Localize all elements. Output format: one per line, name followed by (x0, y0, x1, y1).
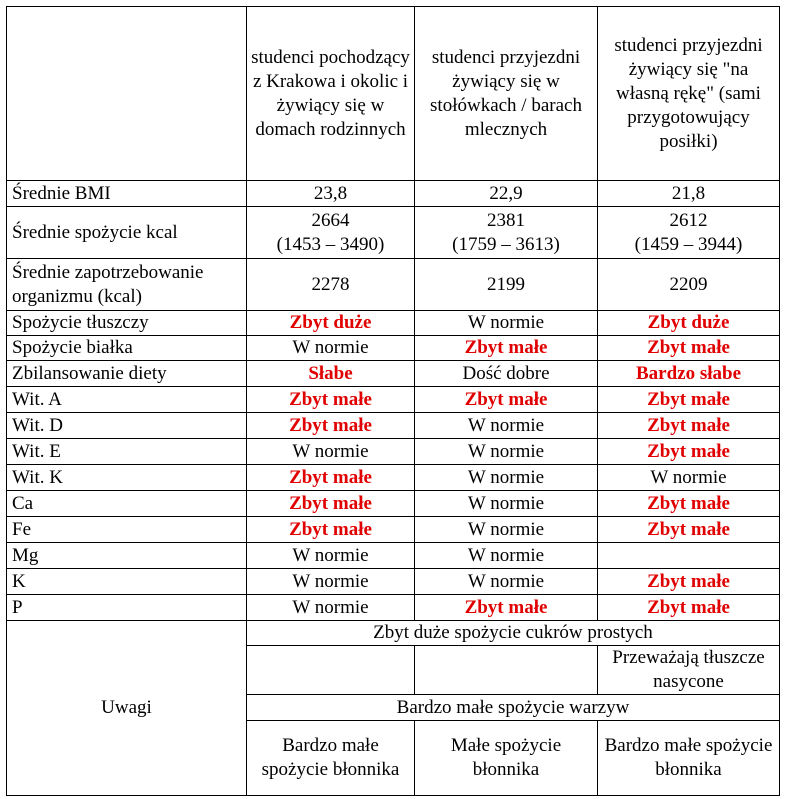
header-row (7, 7, 780, 181)
cell-value: W normie (467, 518, 545, 540)
table-cell (415, 465, 598, 491)
table-cell (415, 207, 598, 259)
table-row (7, 207, 780, 259)
cell-value: 23,8 (313, 182, 348, 204)
cell-value: W normie (467, 440, 545, 462)
cell-value: W normie (292, 337, 369, 358)
table-cell (598, 595, 780, 621)
note-saturated-fats: Przeważają tłuszcze nasycone (598, 646, 780, 695)
table-cell (247, 543, 415, 569)
cell-value: Zbyt małe (647, 596, 730, 618)
table-cell (598, 465, 780, 491)
table-cell (415, 517, 598, 543)
cell-value: 2278 (311, 273, 350, 295)
cell-value: Zbyt małe (289, 466, 372, 488)
cell-value: Zbyt małe (647, 518, 730, 540)
cell-value: W normie (292, 596, 369, 618)
row-label: Ca (7, 491, 247, 517)
note-vegetables: Bardzo małe spożycie warzyw (247, 695, 780, 721)
row-label: Spożycie białka (7, 336, 247, 361)
cell-value: Zbyt małe (464, 388, 548, 410)
empty-cell (415, 646, 598, 695)
notes-row-sugar (7, 621, 780, 646)
cell-value: Zbyt małe (647, 337, 730, 358)
table-row (7, 595, 780, 621)
table-row (7, 413, 780, 439)
table-cell (598, 439, 780, 465)
cell-value: Zbyt małe (289, 492, 372, 514)
table-cell (247, 439, 415, 465)
table-cell (247, 465, 415, 491)
table-row (7, 543, 780, 569)
table-cell (247, 413, 415, 439)
header-self-cooking: studenci przyjezdni żywiący się "na własną rękę" (sami przygotowujący posiłki) (598, 7, 780, 181)
cell-value: Bardzo słabe (635, 362, 742, 384)
table-cell (598, 311, 780, 336)
table-row (7, 311, 780, 336)
cell-value: Zbyt małe (647, 440, 730, 462)
table-row (7, 439, 780, 465)
cell-value: Zbyt małe (464, 596, 548, 618)
cell-value: Zbyt małe (647, 414, 730, 436)
cell-value: 2209 (669, 273, 708, 295)
row-label: Spożycie tłuszczy (7, 311, 247, 336)
cell-value: W normie (467, 492, 545, 514)
cell-value: Zbyt duże (289, 312, 372, 333)
table-body (7, 7, 780, 796)
note-fiber: Bardzo małe spożycie błonnika (247, 721, 415, 796)
cell-value: Zbyt małe (647, 492, 730, 514)
table-cell (247, 517, 415, 543)
table-cell (247, 387, 415, 413)
cell-value: Dość dobre (462, 362, 550, 384)
row-label: Wit. A (7, 387, 247, 413)
row-label: Zbilansowanie diety (7, 361, 247, 387)
table-row (7, 465, 780, 491)
table-cell (415, 569, 598, 595)
table-row (7, 361, 780, 387)
cell-value: W normie (292, 570, 369, 592)
row-label: Średnie zapotrzebowanie organizmu (kcal) (7, 259, 247, 311)
header-canteen: studenci przyjezdni żywiący się w stołówkach / barach mlecznych (415, 7, 598, 181)
cell-value: Zbyt małe (464, 337, 548, 358)
cell-value: 21,8 (671, 182, 706, 204)
table-cell (598, 361, 780, 387)
row-label: Fe (7, 517, 247, 543)
table-cell (247, 361, 415, 387)
table-cell (598, 413, 780, 439)
row-label: Mg (7, 543, 247, 569)
cell-value: W normie (467, 570, 545, 592)
row-label: P (7, 595, 247, 621)
cell-value: Zbyt małe (289, 414, 372, 436)
table-cell (598, 387, 780, 413)
cell-value: W normie (650, 466, 727, 488)
table-cell (415, 439, 598, 465)
cell-value: Słabe (308, 362, 353, 384)
table-cell (598, 259, 780, 311)
table-cell (415, 311, 598, 336)
table-cell (247, 491, 415, 517)
table-cell (415, 413, 598, 439)
diet-comparison-table (6, 6, 780, 796)
table-cell (598, 181, 780, 207)
table-cell (247, 336, 415, 361)
table-cell (598, 207, 780, 259)
table-cell (247, 181, 415, 207)
table-cell (415, 336, 598, 361)
table-cell (598, 569, 780, 595)
cell-range: (1459 – 3944) (634, 233, 743, 255)
cell-value: Zbyt małe (289, 388, 372, 410)
cell-value: Zbyt małe (289, 518, 372, 540)
table-cell (247, 569, 415, 595)
table-cell (415, 361, 598, 387)
cell-value: W normie (467, 466, 545, 488)
cell-value: Zbyt małe (647, 570, 730, 592)
table-cell (415, 491, 598, 517)
row-label: Wit. D (7, 413, 247, 439)
table-cell (247, 207, 415, 259)
table-cell (598, 543, 780, 569)
header-krakow-home: studenci pochodzący z Krakowa i okolic i żywiący się w domach rodzinnych (247, 7, 415, 181)
cell-value: 2199 (487, 273, 525, 295)
table-cell (247, 595, 415, 621)
table-row (7, 569, 780, 595)
row-label: Średnie spożycie kcal (7, 207, 247, 259)
table-cell (247, 311, 415, 336)
note-fiber: Małe spożycie błonnika (415, 721, 598, 796)
table-cell (415, 181, 598, 207)
cell-range: (1453 – 3490) (276, 233, 385, 255)
table-row (7, 336, 780, 361)
cell-value: W normie (467, 544, 545, 566)
cell-range: (1759 – 3613) (452, 233, 560, 255)
table-cell (598, 336, 780, 361)
empty-cell (247, 646, 415, 695)
cell-value: W normie (292, 440, 369, 462)
row-label: Wit. K (7, 465, 247, 491)
cell-value: W normie (467, 414, 545, 436)
note-fiber: Bardzo małe spożycie błonnika (598, 721, 780, 796)
cell-value: Zbyt duże (647, 312, 730, 333)
table-row (7, 181, 780, 207)
row-label: Średnie BMI (7, 181, 247, 207)
cell-value: W normie (467, 312, 545, 333)
table-cell (415, 543, 598, 569)
row-label: Wit. E (7, 439, 247, 465)
table-row (7, 387, 780, 413)
table-row (7, 491, 780, 517)
table-cell (598, 491, 780, 517)
cell-value: W normie (292, 544, 369, 566)
table-row (7, 517, 780, 543)
table-cell (598, 517, 780, 543)
cell-value: Zbyt małe (647, 388, 730, 410)
cell-value: 2664 (311, 209, 350, 231)
table-cell (415, 387, 598, 413)
cell-value: 2612 (669, 209, 708, 231)
row-label: K (7, 569, 247, 595)
notes-label: Uwagi (7, 621, 247, 796)
table-cell (415, 259, 598, 311)
cell-value: 22,9 (489, 182, 523, 204)
table-cell (415, 595, 598, 621)
cell-value: 2381 (487, 209, 525, 231)
table-cell (247, 259, 415, 311)
header-corner (7, 7, 247, 181)
note-sugar: Zbyt duże spożycie cukrów prostych (247, 621, 780, 646)
table-row (7, 259, 780, 311)
